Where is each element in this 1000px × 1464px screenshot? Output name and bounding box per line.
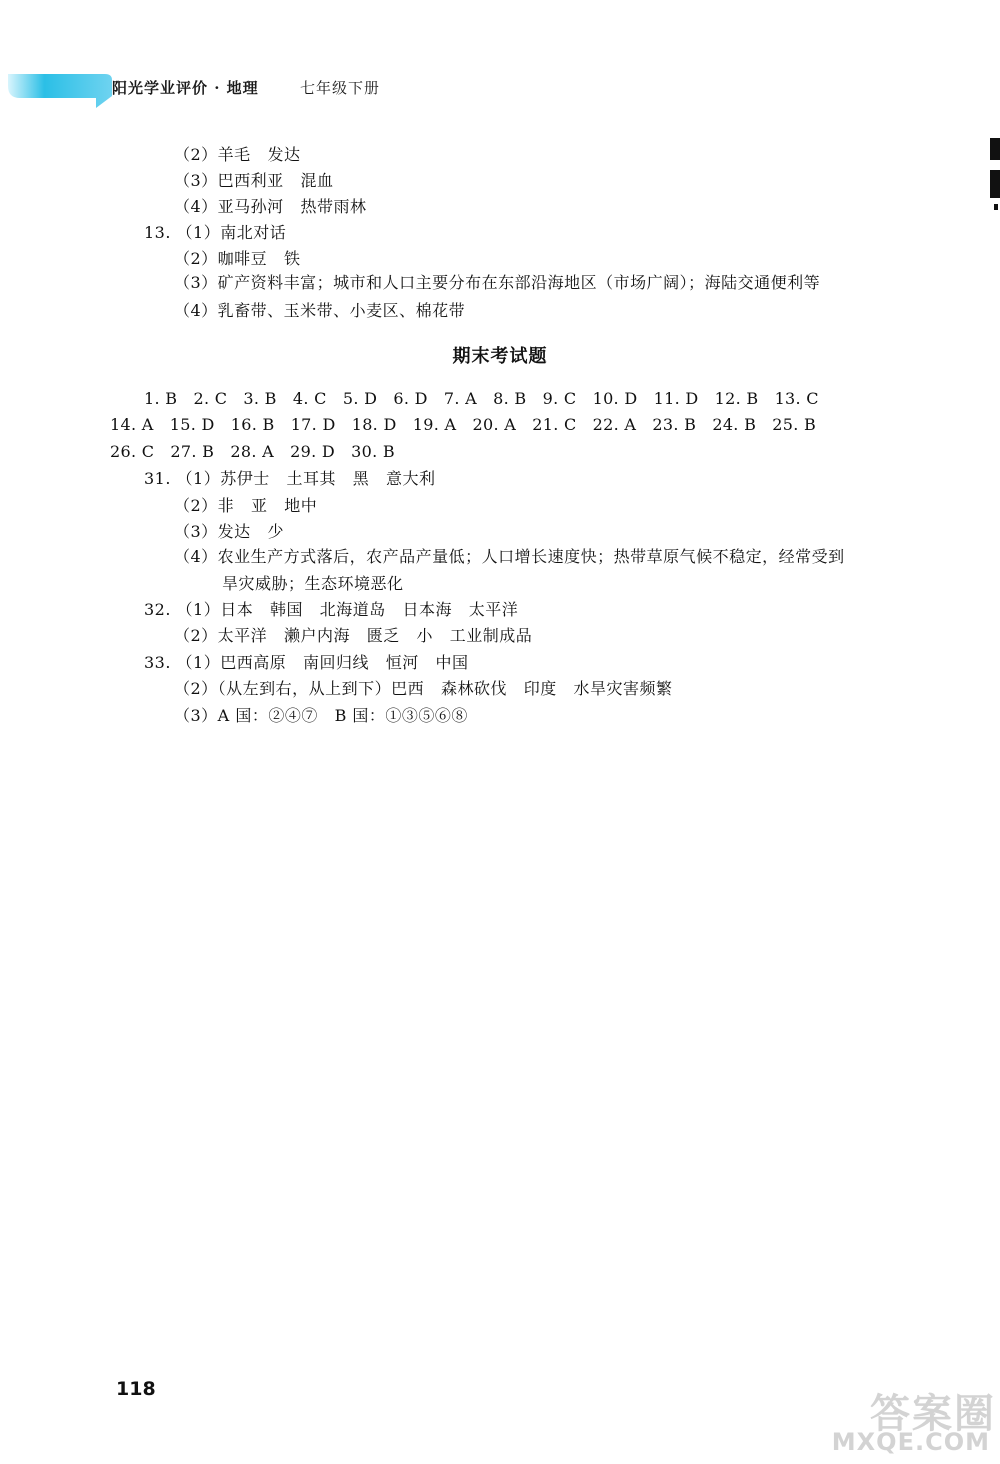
answer-line: （3）A 国：②④⑦ B 国：①③⑤⑥⑧ [174, 706, 468, 725]
header-subtitle: 七年级下册 [300, 79, 381, 97]
answer-line: （2）羊毛 发达 [174, 145, 301, 164]
answer-line: 31. （1）苏伊士 土耳其 黑 意大利 [144, 469, 436, 488]
answer-line: （2）咖啡豆 铁 [174, 249, 301, 268]
answer-line: （4）乳畜带、玉米带、小麦区、棉花带 [174, 301, 466, 320]
answer-line: 旱灾威胁；生态环境恶化 [222, 574, 404, 593]
mc-answer-line: 1. B 2. C 3. B 4. C 5. D 6. D 7. A 8. B 9. C 10. D 11. D 12. B 13. C [144, 389, 819, 408]
mc-answer-line: 26. C 27. B 28. A 29. D 30. B [110, 442, 395, 461]
answer-line: （3）矿产资料丰富；城市和人口主要分布在东部沿海地区（市场广阔）；海陆交通便利等 [174, 273, 821, 292]
watermark [736, 1382, 996, 1460]
answer-line: （4）农业生产方式落后，农产品产量低；人口增长速度快；热带草原气候不稳定，经常受到 [174, 547, 845, 566]
answer-line: （2）（从左到右，从上到下）巴西 森林砍伐 印度 水旱灾害频繁 [174, 679, 673, 698]
answer-line: （3）发达 少 [174, 522, 284, 541]
answer-line: 33. （1）巴西高原 南回归线 恒河 中国 [144, 653, 469, 672]
watermark-sub: MXQE.COM [831, 1428, 990, 1456]
answer-line: （3）巴西利亚 混血 [174, 171, 334, 190]
answer-line: （4）亚马孙河 热带雨林 [174, 197, 367, 216]
watermark-main: 答案圈 [870, 1391, 996, 1437]
answer-line: 13. （1）南北对话 [144, 223, 287, 242]
answer-line: （2）太平洋 濑户内海 匮乏 小 工业制成品 [174, 626, 533, 645]
answer-line: 32. （1）日本 韩国 北海道岛 日本海 太平洋 [144, 600, 519, 619]
header-title: 阳光学业评价 · 地理 [112, 79, 259, 97]
section-title: 期末考试题 [452, 346, 548, 367]
mc-answer-line: 14. A 15. D 16. B 17. D 18. D 19. A 20. A 21. C 22. A 23. B 24. B 25. B [110, 415, 817, 434]
answer-line: （2）非 亚 地中 [174, 496, 318, 515]
page-number: 118 [116, 1378, 156, 1400]
edge-tab-mark [988, 134, 1000, 214]
